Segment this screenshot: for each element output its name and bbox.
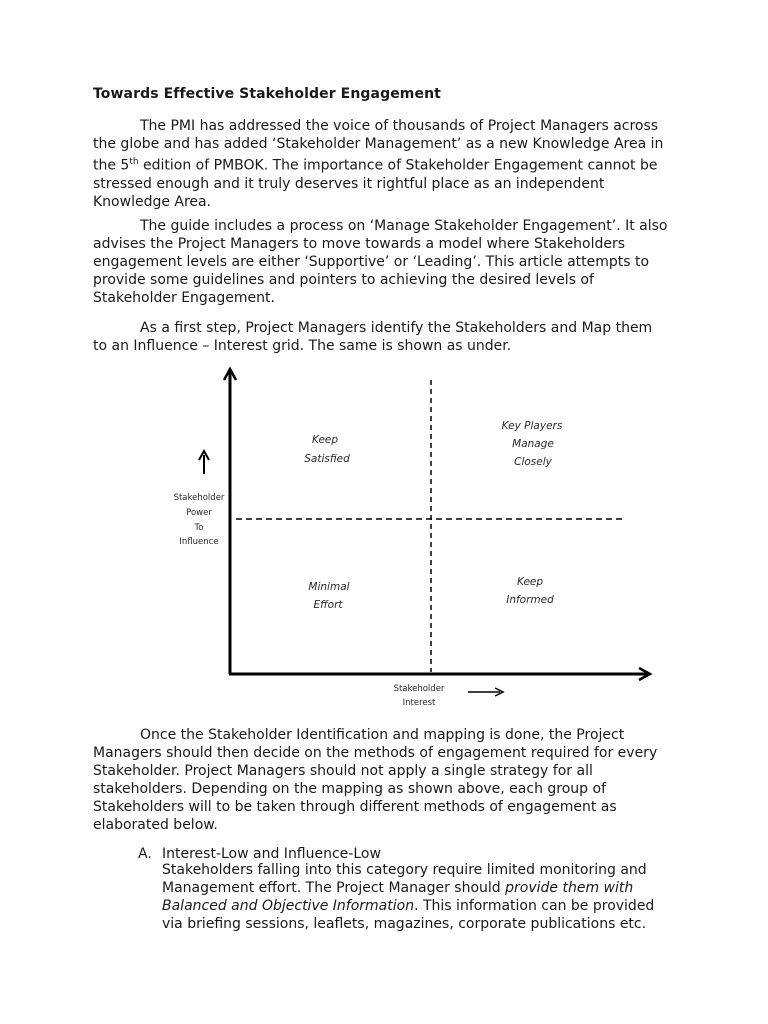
list-item-title: Interest-Low and Influence-Low bbox=[162, 846, 381, 862]
quadrant-bottom-right-line-1: Keep bbox=[516, 576, 544, 588]
x-axis-label-line-2: Interest bbox=[402, 698, 436, 708]
paragraph-4: Once the Stakeholder Identification and mapping is done, the Project Managers should then decide on the methods of engagement required for every Stakeholder. Project Managers should not apply a single strategy for all stakeholders. Depending on the mapping as shown above, each group of Stakeholders will to be taken through different methods of engagement as elaborated below. bbox=[93, 727, 658, 833]
paragraph-2: The guide includes a process on ‘Manage Stakeholder Engagement’. It also advises the Project Managers to move towards a model where Stakeholders engagement levels are either ‘Supportive’ or ‘Leading’. This article attempts to provide some guidelines and pointers to achieving the desired levels of Stakeholder Engagement. bbox=[93, 218, 668, 306]
y-axis-label-line-3: To bbox=[194, 523, 204, 533]
x-axis-label-line-1: Stakeholder bbox=[393, 684, 445, 694]
quadrant-bottom-left-line-2: Effort bbox=[313, 599, 343, 611]
paragraph-1: The PMI has addressed the voice of thousands of Project Managers across the globe and has added ‘Stakeholder Management’ as a new Knowledge Area in the 5th edition of PMBOK. The importance of Stakeholder Engagement cannot be stressed enough and it truly deserves it rightful place as an independent Knowledge Area. bbox=[93, 118, 664, 210]
quadrant-top-right-line-1: Key Players bbox=[501, 420, 563, 432]
document-title: Towards Effective Stakeholder Engagement bbox=[93, 86, 441, 102]
quadrant-bottom-right-line-2: Informed bbox=[506, 594, 554, 606]
quadrant-top-right-line-3: Closely bbox=[514, 456, 552, 468]
y-axis-label-line-2: Power bbox=[186, 508, 212, 518]
quadrant-top-left-line-2: Satisfied bbox=[304, 453, 350, 465]
y-axis-label-line-1: Stakeholder bbox=[173, 493, 225, 503]
quadrant-top-left-line-1: Keep bbox=[311, 434, 339, 446]
quadrant-top-right-line-2: Manage bbox=[512, 438, 554, 450]
quadrant-bottom-left-line-1: Minimal bbox=[308, 581, 350, 593]
list-item-body: Stakeholders falling into this category require limited monitoring and Management effort. The Project Manager should provide them with Balanced and Objective Information. This information can be provided via briefing sessions, leaflets, magazines, corporate publications etc. bbox=[162, 862, 655, 932]
paragraph-3: As a first step, Project Managers identify the Stakeholders and Map them to an Influence – Interest grid. The same is shown as under. bbox=[93, 320, 653, 354]
y-axis-label-line-4: Influence bbox=[179, 537, 219, 547]
list-marker: A. bbox=[138, 846, 152, 862]
